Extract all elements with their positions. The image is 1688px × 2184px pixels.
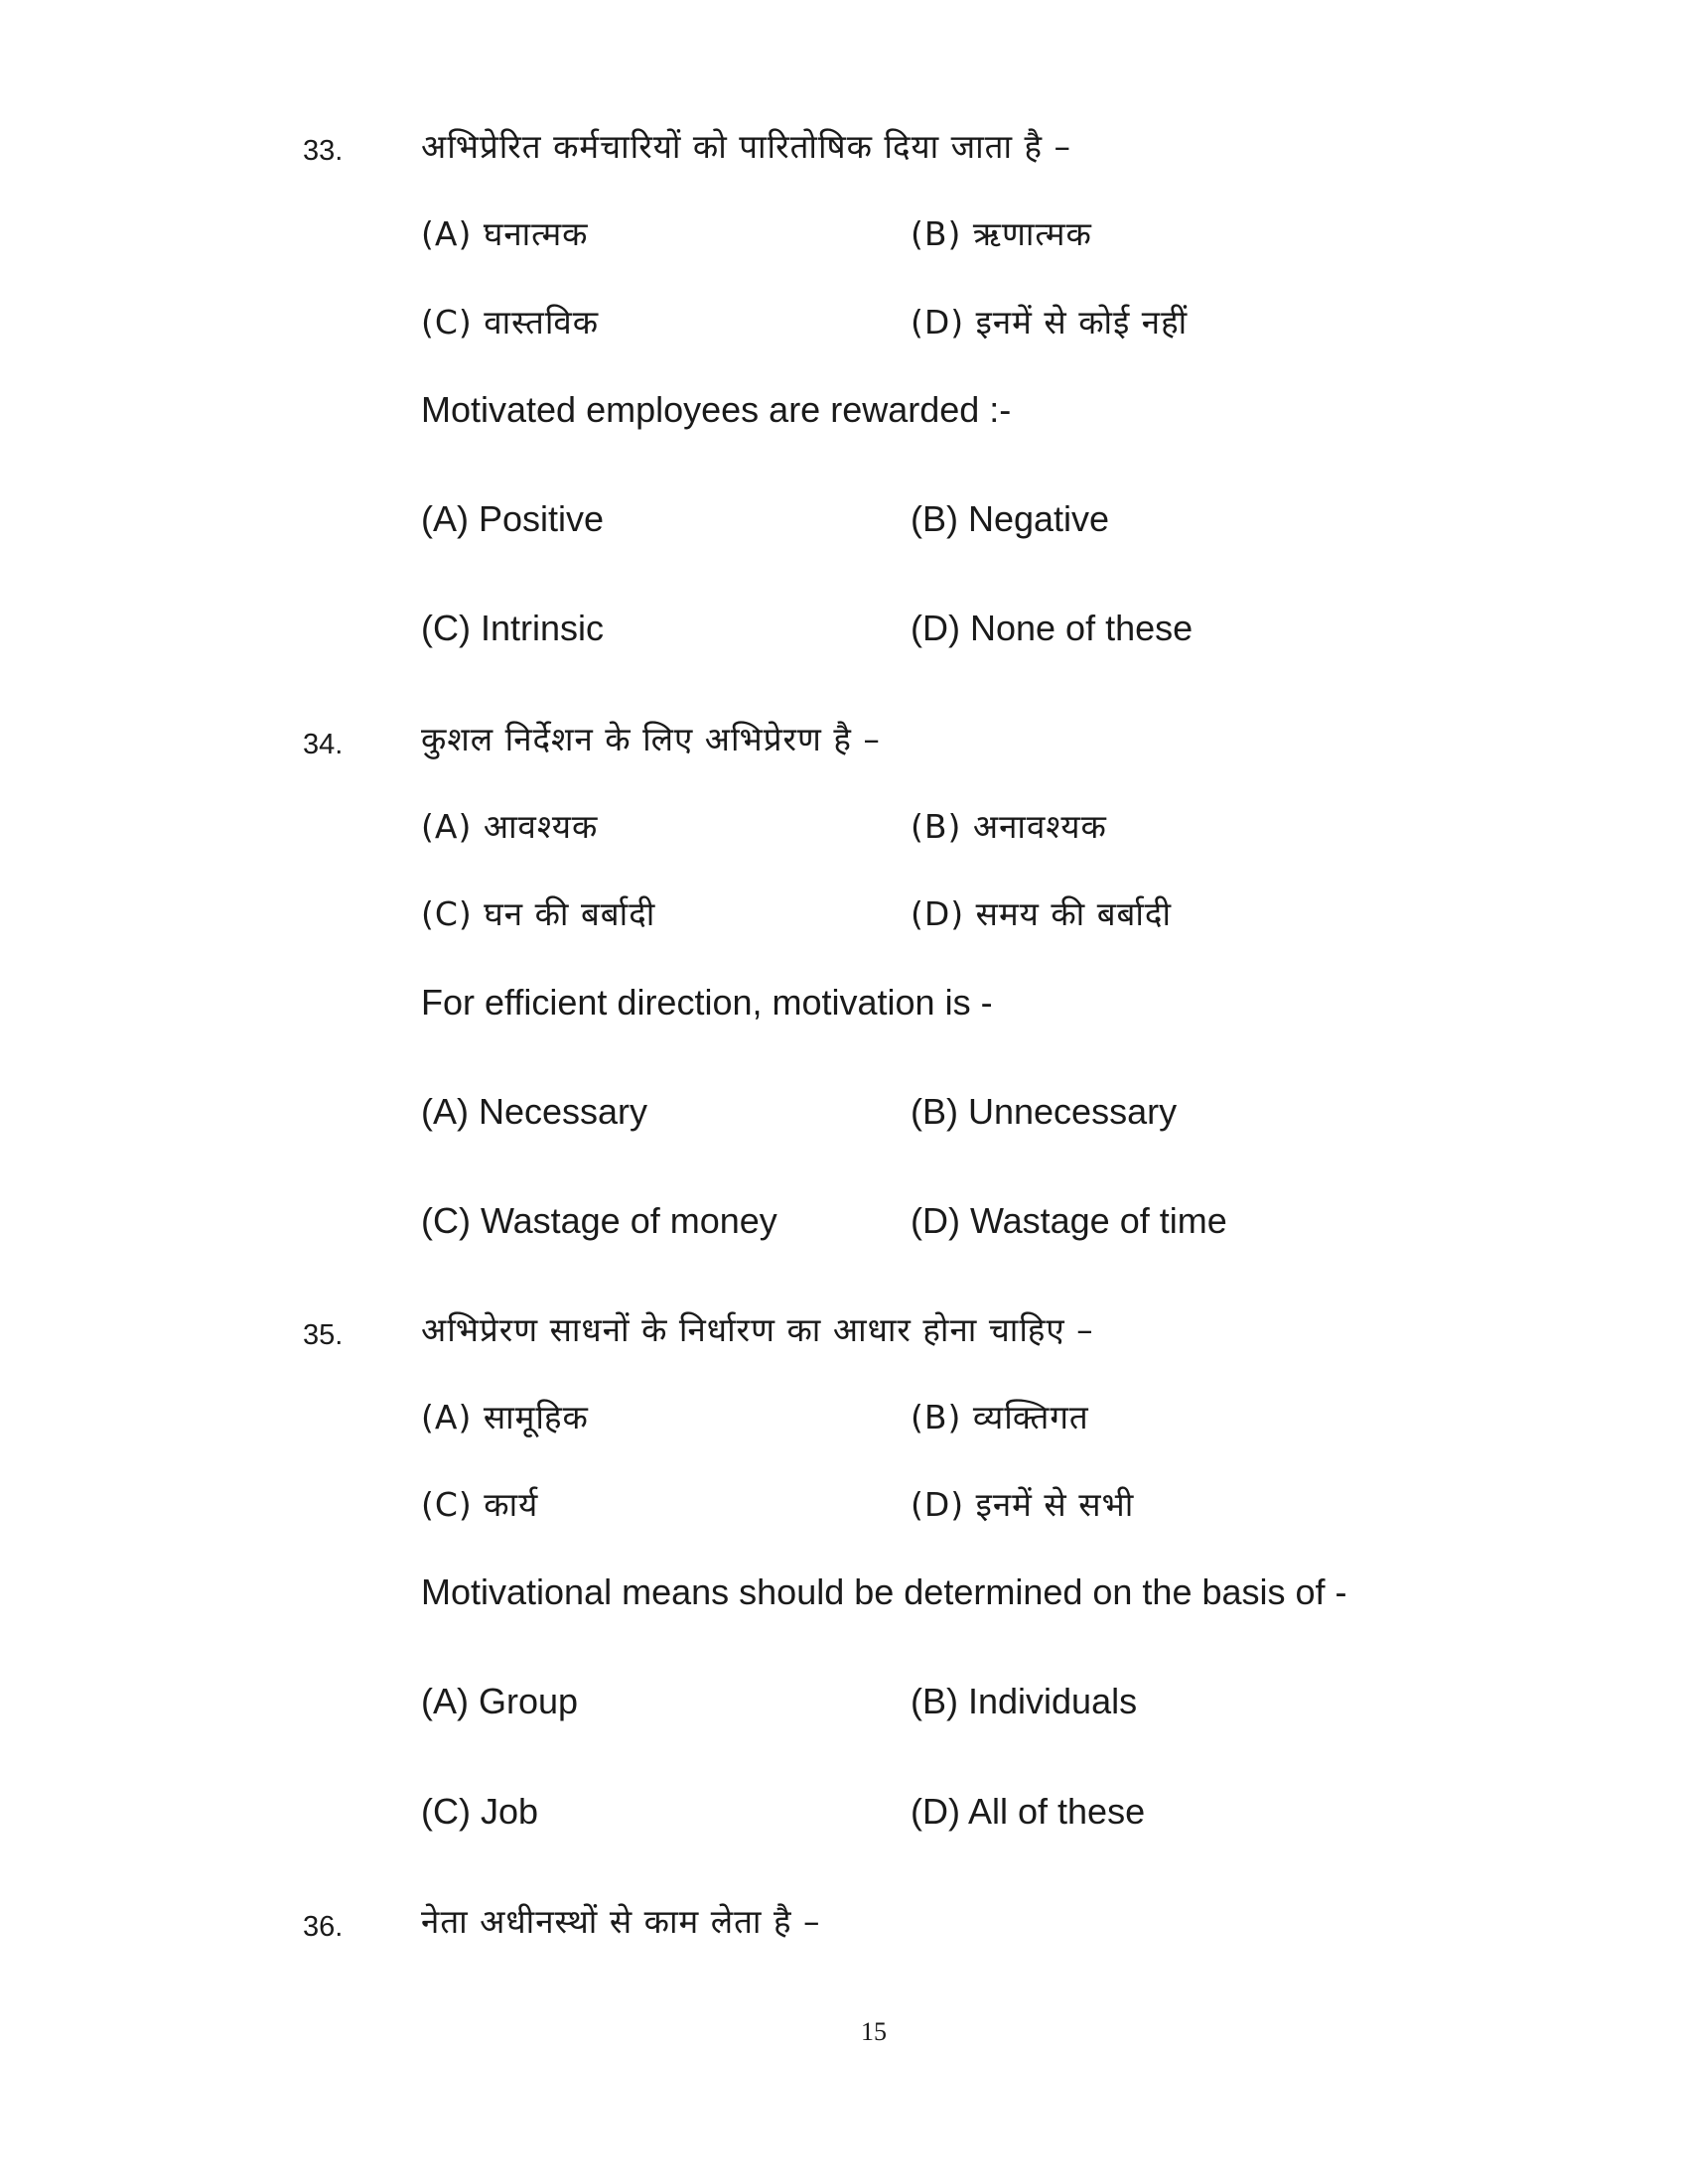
option-b-english: (B) Unnecessary [911, 1091, 1178, 1132]
option-a-hindi: (A) सामूहिक [421, 1398, 589, 1436]
option-c-hindi: (C) वास्तविक [421, 303, 600, 341]
page-number: 15 [861, 2017, 887, 2046]
option-d-english: (D) Wastage of time [911, 1200, 1227, 1241]
option-c-hindi: (C) कार्य [421, 1485, 539, 1524]
option-a-hindi: (A) घनात्मक [421, 214, 589, 253]
question-text-hindi: नेता अधीनस्थों से काम लेता है – [421, 1902, 821, 1941]
question-number: 33. [303, 135, 344, 167]
option-b-english: (B) Negative [911, 498, 1110, 539]
question-text-english: Motivational means should be determined on the basis of - [421, 1571, 1347, 1612]
option-d-hindi: (D) समय की बर्बादी [911, 894, 1173, 933]
question-number: 35. [303, 1319, 344, 1351]
option-c-english: (C) Wastage of money [421, 1200, 777, 1241]
question-text-english: For efficient direction, motivation is - [421, 982, 993, 1023]
option-a-english: (A) Group [421, 1681, 579, 1721]
option-d-hindi: (D) इनमें से सभी [911, 1485, 1135, 1524]
question-text-hindi: अभिप्रेरण साधनों के निर्धारण का आधार होना चाहिए – [421, 1310, 1094, 1349]
option-d-english: (D) None of these [911, 608, 1194, 648]
question-text-hindi: अभिप्रेरित कर्मचारियों को पारितोषिक दिया जाता है – [421, 127, 1072, 166]
option-d-hindi: (D) इनमें से कोई नहीं [911, 303, 1189, 341]
question-number: 34. [303, 729, 344, 760]
option-c-english: (C) Intrinsic [421, 608, 605, 648]
option-c-hindi: (C) घन की बर्बादी [421, 894, 656, 933]
option-d-english: (D) All of these [911, 1791, 1146, 1832]
question-number: 36. [303, 1911, 344, 1943]
option-b-hindi: (B) व्यक्तिगत [911, 1398, 1089, 1436]
option-a-english: (A) Positive [421, 498, 605, 539]
question-text-english: Motivated employees are rewarded :- [421, 389, 1012, 430]
option-b-hindi: (B) ऋणात्मक [911, 214, 1092, 253]
option-b-english: (B) Individuals [911, 1681, 1138, 1721]
option-b-hindi: (B) अनावश्यक [911, 807, 1107, 846]
option-a-english: (A) Necessary [421, 1091, 648, 1132]
option-a-hindi: (A) आवश्यक [421, 807, 599, 846]
option-c-english: (C) Job [421, 1791, 539, 1832]
question-text-hindi: कुशल निर्देशन के लिए अभिप्रेरण है – [421, 720, 881, 758]
